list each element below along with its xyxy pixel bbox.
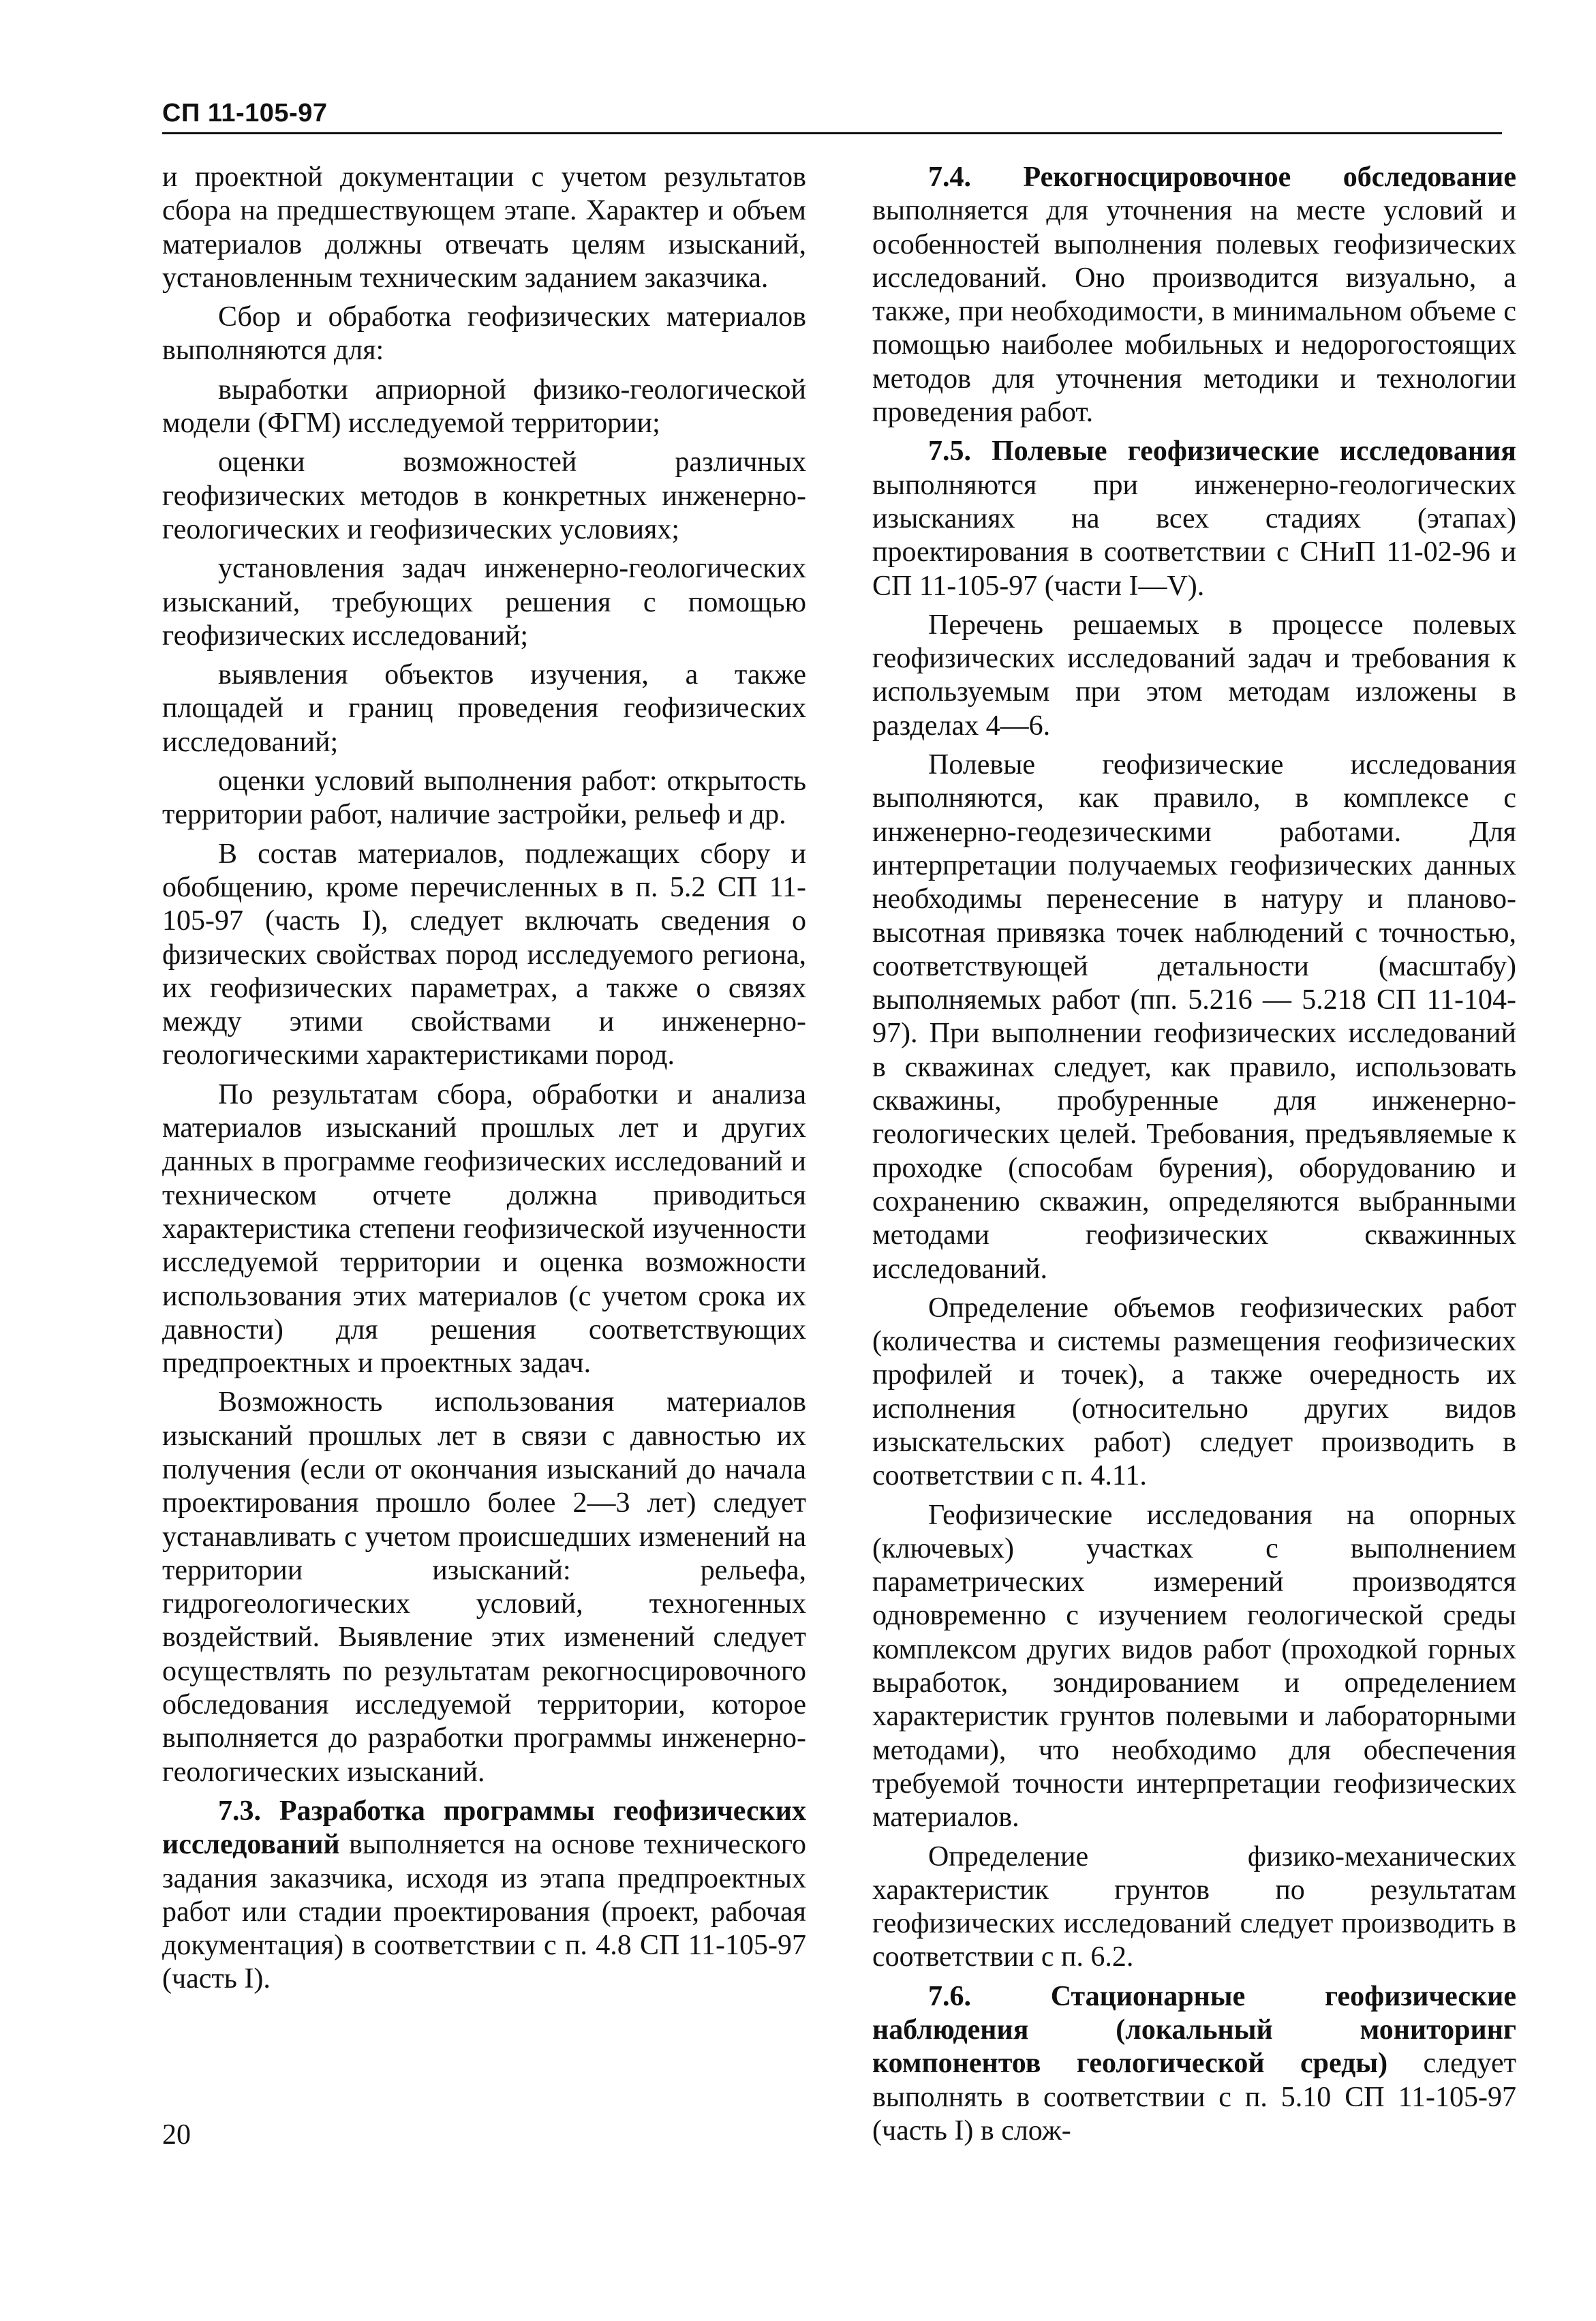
section-text: выполняются при инженерно-геологических изысканиях на всех стадиях (этапах) проектирования в соответствии с СНиП 11-02-96 и СП 11-105-97 (части I—V). (872, 469, 1516, 602)
section-text: следует выполнять в соответствии с п. 5.10 СП 11-105-97 (часть I) в слож- (872, 2048, 1516, 2146)
section-heading: 7.6. Стационарные геофизические наблюдения (локальный мониторинг компонентов геологической среды) (872, 1980, 1516, 2080)
section-7-3-paragraph (162, 1795, 806, 1997)
paragraph: Определение физико-механических характеристик грунтов по результатам геофизических исследований следует производить в соответствии с п. 6.2. (872, 1840, 1516, 1973)
paragraph: Сбор и обработка геофизических материалов выполняются для: (162, 301, 806, 367)
list-item: выявления объектов изучения, а также площадей и границ проведения геофизических исследований; (162, 659, 806, 758)
list-item: выработки априорной физико-геологической модели (ФГМ) исследуемой территории; (162, 374, 806, 440)
section-7-4-paragraph (872, 161, 1516, 429)
list-item: оценки возможностей различных геофизических методов в конкретных инженерно-геологических и геофизических условиях; (162, 446, 806, 545)
paragraph: В состав материалов, подлежащих сбору и обобщению, кроме перечисленных в п. 5.2 СП 11-105-97 (часть I), следует включать сведения о физических свойствах пород исследуемого региона, их геофизических параметрах, а также о связях между этими свойствами и инженерно-геологическими характеристиками пород. (162, 838, 806, 1072)
paragraph: Полевые геофизические исследования выполняются, как правило, в комплексе с инженерно-геодезическими работами. Для интерпретации получаемых геофизических данных необходимы перенесение в натуру и планово-высотная привязка точек наблюдений с точностью, соответствующей детальности (масштабу) выполняемых работ (пп. 5.216 — 5.218 СП 11-104-97). При выполнении геофизических исследований в скважинах следует, как правило, использовать скважины, пробуренные для инженерно-геологических целей. Требования, предъявляемые к проходке (способам бурения), оборудованию и сохранению скважин, определяются выбранными методами геофизических скважинных исследований. (872, 749, 1516, 1285)
paragraph: Определение объемов геофизических работ (количества и системы размещения геофизических профилей и точек), а также очередность их исполнения (относительно других видов изыскательских работ) следует производить в соответствии с п. 4.11. (872, 1292, 1516, 1492)
section-text: выполняется для уточнения на месте условий и особенностей выполнения полевых геофизических исследований. Оно производится визуально, а также, при необходимости, в минимальном объеме с помощью наиболее мобильных и недорогостоящих методов для уточнения методики и технологии проведения работ. (872, 195, 1516, 429)
section-7-5-paragraph (872, 435, 1516, 603)
section-heading: 7.3. Разработка программы геофизических исследований (162, 1795, 806, 1861)
paragraph: Геофизические исследования на опорных (ключевых) участках с выполнением параметрических измерений производятся одновременно с изучением геологической среды комплексом других видов работ (проходкой горных выработок, зондированием и определением характеристик грунтов полевыми и лабораторными методами), что необходимо для обеспечения требуемой точности интерпретации геофизических материалов. (872, 1499, 1516, 1834)
running-header (162, 90, 1502, 134)
paragraph: По результатам сбора, обработки и анализа материалов изысканий прошлых лет и других данных в программе геофизических исследований и техническом отчете должна приводиться характеристика степени геофизической изученности исследуемой территории и оценка возможности использования этих материалов (с учетом срока их давности) для решения соответствующих предпроектных и проектных задач. (162, 1078, 806, 1380)
paragraph: Перечень решаемых в процессе полевых геофизических исследований задач и требования к используемым при этом методам изложены в разделах 4—6. (872, 609, 1516, 742)
right-column (872, 161, 1516, 2148)
list-item: оценки условий выполнения работ: открытость территории работ, наличие застройки, рельеф и др. (162, 765, 806, 831)
section-heading: 7.4. Рекогносцировочное обследование (928, 162, 1516, 193)
section-heading: 7.5. Полевые геофизические исследования (928, 436, 1516, 468)
page-number: 20 (162, 2119, 191, 2151)
document-code: СП 11-105-97 (162, 99, 328, 127)
paragraph: Возможность использования материалов изысканий прошлых лет в связи с давностью их получения (если от окончания изысканий до начала проектирования прошло более 2—3 лет) следует устанавливать с учетом происшедших изменений на территории изысканий: рельефа, гидрогеологических условий, техногенных воздействий. Выявление этих изменений следует осуществлять по результатам рекогносцировочного обследования исследуемой территории, которое выполняется до разработки программы инженерно-геологических изысканий. (162, 1386, 806, 1788)
paragraph: и проектной документации с учетом результатов сбора на предшествующем этапе. Характер и объем материалов должны отвечать целям изысканий, установленным техническим заданием заказчика. (162, 162, 806, 294)
section-text: выполняется на основе технического задания заказчика, исходя из этапа предпроектных работ или стадии проектирования (проект, рабочая документация) в соответствии с п. 4.8 СП 11-105-97 (часть I). (162, 1829, 806, 1995)
left-column (162, 161, 806, 1997)
section-7-6-paragraph (872, 1980, 1516, 2148)
list-item: установления задач инженерно-геологических изысканий, требующих решения с помощью геофизических исследований; (162, 553, 806, 652)
